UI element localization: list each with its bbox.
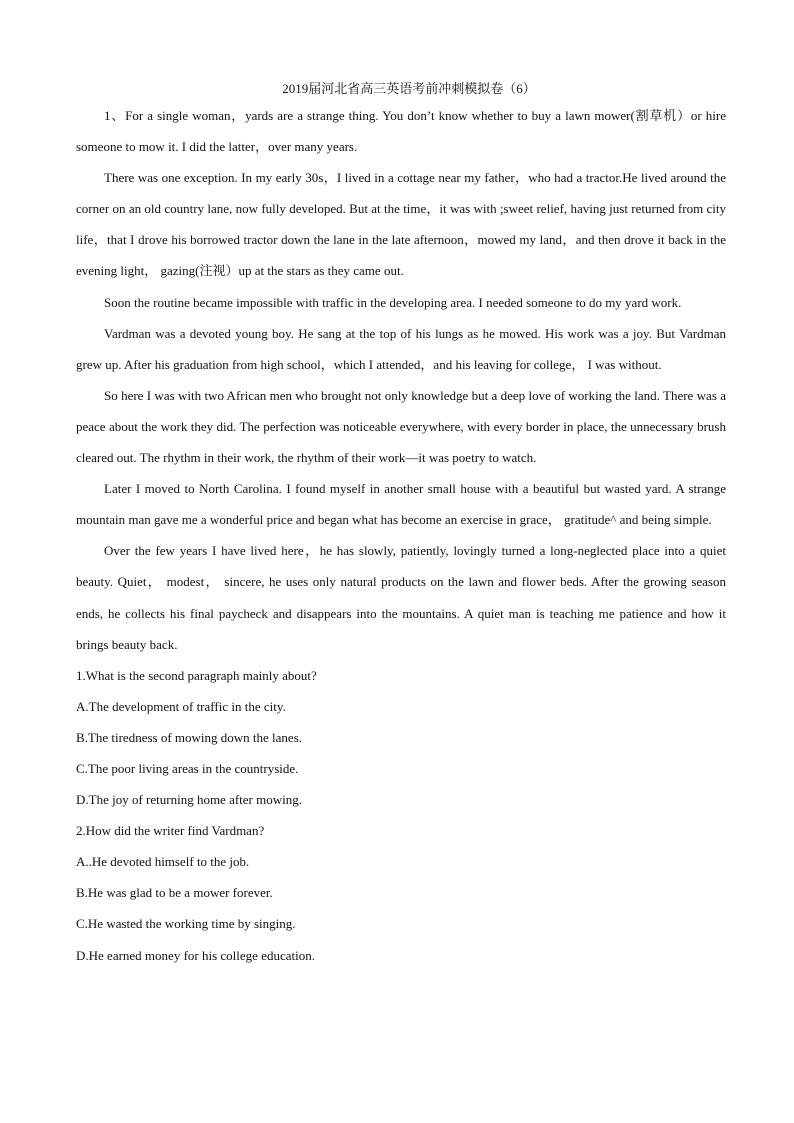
passage-paragraph-4: Vardman was a devoted young boy. He sang at the top of his lungs as he mowed. His work was a joy. But Vardman grew up. After his graduation from high school，which I attended，and his leaving for college， I was without. — [76, 325, 726, 372]
document-page — [76, 78, 726, 971]
passage-paragraph-2: There was one exception. In my early 30s，I lived in a cottage near my father，who had a tractor.He lived around the corner on an old country lane, now fully developed. But at the time，it was with ;sweet relief, having just returned from city life，that I drove his borrowed tractor down the lane in the late afternoon，mowed my land，and then drove it back in the evening light， gazing(注视）up at the stars as they came out. — [76, 170, 726, 279]
question-2 — [76, 815, 726, 970]
passage-paragraph-6: Later I moved to North Carolina. I found myself in another small house with a beautiful but wasted yard. A strange mountain man gave me a wonderful price and began what has become an exercise in grace， gratitude^ and being simple. — [76, 481, 726, 528]
passage-paragraph-7: Over the few years I have lived here，he has slowly, patiently, lovingly turned a long-neglected place into a quiet beauty. Quiet， modest， sincere, he uses only natural products on the lawn and flower beds. After the growing season ends, he collects his final paycheck and disappears into the mountains. A quiet man is teaching me patience and how it brings beauty back. — [76, 543, 726, 652]
passage-paragraph-1: 1、For a single woman，yards are a strange thing. You don’t know whether to buy a lawn mower(割草机）or hire someone to mow it. I did the latter，over many years. — [76, 108, 726, 155]
passage-paragraph-5: So here I was with two African men who brought not only knowledge but a deep love of working the land. There was a peace about the work they did. The perfection was noticeable everywhere, with every border in place, the unnecessary brush cleared out. The rhythm in their work, the rhythm of their work—it was poetry to watch. — [76, 387, 726, 466]
question-1-option-d: D.The joy of returning home after mowing. — [76, 792, 302, 808]
passage-paragraph-3: Soon the routine became impossible with traffic in the developing area. I needed someone to do my yard work. — [104, 294, 682, 310]
question-1-stem: 1.What is the second paragraph mainly about? — [76, 667, 317, 683]
question-1-option-c: C.The poor living areas in the countryside. — [76, 760, 299, 776]
question-2-option-d: D.He earned money for his college education. — [76, 947, 315, 963]
question-2-option-b: B.He was glad to be a mower forever. — [76, 885, 273, 901]
question-1 — [76, 660, 726, 815]
question-2-option-c: C.He wasted the working time by singing. — [76, 916, 296, 932]
document-title: 2019届河北省高三英语考前冲刺模拟卷（6） — [282, 81, 536, 96]
question-1-option-b: B.The tiredness of mowing down the lanes. — [76, 729, 303, 745]
question-2-option-a: A..He devoted himself to the job. — [76, 854, 250, 870]
question-2-stem: 2.How did the writer find Vardman? — [76, 823, 265, 839]
question-1-option-a: A.The development of traffic in the city. — [76, 698, 286, 714]
